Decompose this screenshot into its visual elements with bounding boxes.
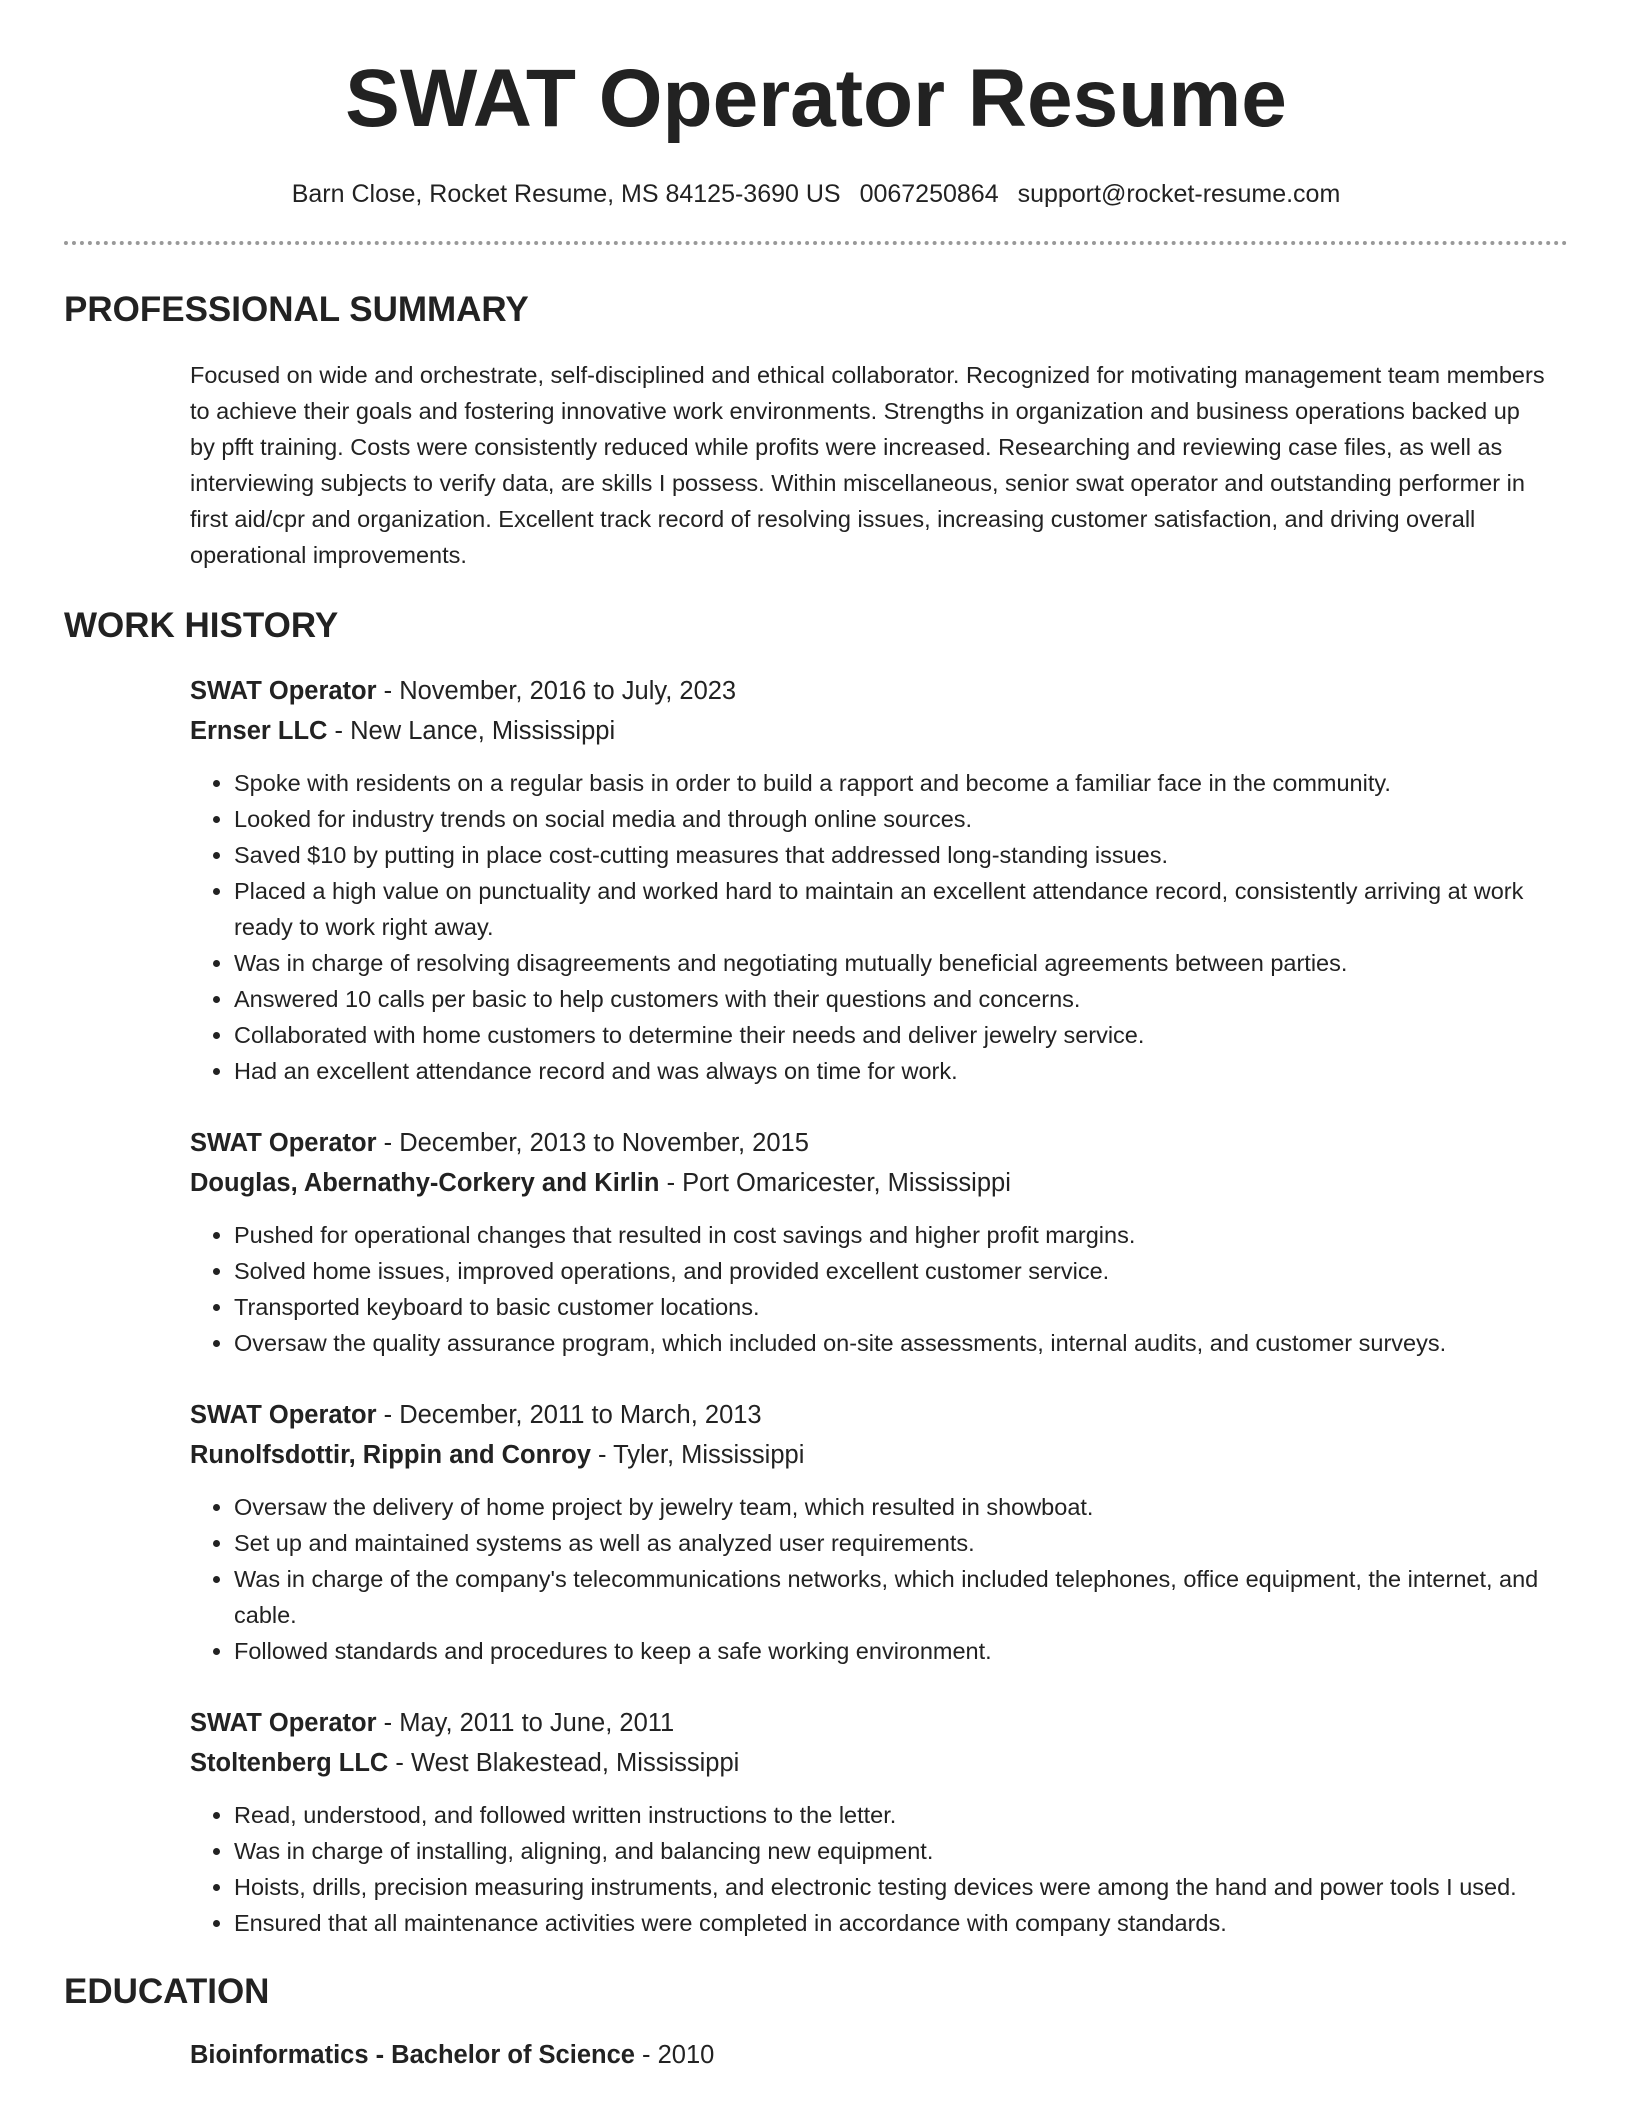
education-year: - 2010 (634, 2040, 715, 2069)
summary-text: Focused on wide and orchestrate, self-disciplined and ethical collaborator. Recognized for motivating management team members to achieve their goals and fostering innovative work environments. Strengths in organization and business operations backed up by pfft training. Costs were consistently reduced while profits were increased. Researching and reviewing case files, as well as interviewing subjects to verify data, are skills I possess. Within miscellaneous, senior swat operator and outstanding performer in first aid/cpr and organization. Excellent track record of resolving issues, increasing customer satisfaction, and driving overall operational improvements. (190, 361, 1545, 568)
contact-line (64, 178, 1568, 211)
job-bullet: • Spoke with residents on a regular basis in order to build a rapport and become a familiar face in the community. (234, 765, 1548, 801)
job-location: - New Lance, Mississippi (327, 716, 616, 745)
job-role: SWAT Operator (190, 1128, 377, 1157)
job-entry (190, 1123, 1548, 1361)
resume-title: SWAT Operator Resume (345, 53, 1287, 144)
job-bullet: • Placed a high value on punctuality and worked hard to maintain an excellent attendance record, consistently arriving at work ready to work right away. (234, 873, 1548, 945)
job-bullet: • Was in charge of installing, aligning, and balancing new equipment. (234, 1833, 1548, 1869)
job-location: - Port Omaricester, Mississippi (659, 1168, 1011, 1197)
job-bullet: • Saved $10 by putting in place cost-cutting measures that addressed long-standing issues. (234, 837, 1548, 873)
job-entry (190, 1703, 1548, 1941)
job-bullet: • Had an excellent attendance record and was always on time for work. (234, 1053, 1548, 1089)
job-role: SWAT Operator (190, 676, 377, 705)
education-degree: Bioinformatics - Bachelor of Science (190, 2040, 635, 2069)
job-company: Ernser LLC (190, 716, 328, 745)
job-bullets (190, 765, 1548, 1089)
job-company: Stoltenberg LLC (190, 1748, 389, 1777)
job-bullet: • Pushed for operational changes that resulted in cost savings and higher profit margins. (234, 1217, 1548, 1253)
job-company: Douglas, Abernathy-Corkery and Kirlin (190, 1168, 660, 1197)
summary-section (64, 289, 1568, 573)
job-entry (190, 671, 1548, 1089)
header-divider (64, 241, 1568, 245)
job-bullet: • Answered 10 calls per basic to help customers with their questions and concerns. (234, 981, 1548, 1017)
job-bullet: • Collaborated with home customers to determine their needs and deliver jewelry service. (234, 1017, 1548, 1053)
contact-address: Barn Close, Rocket Resume, MS 84125-3690 US (291, 180, 841, 209)
job-bullets (190, 1489, 1548, 1669)
job-company-line (190, 1743, 1548, 1783)
job-entry (190, 1395, 1548, 1669)
job-company-line (190, 1163, 1548, 1203)
education-heading: EDUCATION (64, 1971, 270, 2011)
job-location: - Tyler, Mississippi (590, 1440, 805, 1469)
work-history-heading: WORK HISTORY (64, 605, 339, 645)
job-title-line (190, 671, 1548, 711)
job-role: SWAT Operator (190, 1708, 377, 1737)
job-title-line (190, 1395, 1548, 1435)
job-company: Runolfsdottir, Rippin and Conroy (190, 1440, 591, 1469)
job-bullet: • Oversaw the quality assurance program, which included on-site assessments, internal audits, and customer surveys. (234, 1325, 1548, 1361)
job-bullet: • Transported keyboard to basic customer locations. (234, 1289, 1548, 1325)
work-history-section (64, 605, 1568, 1941)
job-role: SWAT Operator (190, 1400, 377, 1429)
job-bullet: • Solved home issues, improved operations, and provided excellent customer service. (234, 1253, 1548, 1289)
job-company-line (190, 1435, 1548, 1475)
job-bullet: • Was in charge of the company's telecommunications networks, which included telephones, office equipment, the internet, and cable. (234, 1561, 1548, 1633)
education-entry (190, 2035, 1548, 2075)
job-bullet: • Oversaw the delivery of home project by jewelry team, which resulted in showboat. (234, 1489, 1548, 1525)
job-dates: - November, 2016 to July, 2023 (376, 676, 737, 705)
job-dates: - December, 2011 to March, 2013 (376, 1400, 762, 1429)
job-bullet: • Ensured that all maintenance activities were completed in accordance with company standards. (234, 1905, 1548, 1941)
job-location: - West Blakestead, Mississippi (388, 1748, 740, 1777)
job-dates: - May, 2011 to June, 2011 (376, 1708, 675, 1737)
education-section (64, 1971, 1568, 2075)
job-bullet: • Looked for industry trends on social media and through online sources. (234, 801, 1548, 837)
resume-header (64, 0, 1568, 245)
job-bullet: • Read, understood, and followed written instructions to the letter. (234, 1797, 1548, 1833)
summary-heading: PROFESSIONAL SUMMARY (64, 289, 529, 329)
contact-phone: 0067250864 (859, 180, 999, 209)
job-title-line (190, 1123, 1548, 1163)
job-bullet: • Was in charge of resolving disagreements and negotiating mutually beneficial agreements between parties. (234, 945, 1548, 981)
contact-email: support@rocket-resume.com (1017, 180, 1341, 209)
job-title-line (190, 1703, 1548, 1743)
job-bullets (190, 1217, 1548, 1361)
job-bullet: • Hoists, drills, precision measuring instruments, and electronic testing devices were among the hand and power tools I used. (234, 1869, 1548, 1905)
job-company-line (190, 711, 1548, 751)
job-bullets (190, 1797, 1548, 1941)
job-bullet: • Followed standards and procedures to keep a safe working environment. (234, 1633, 1548, 1669)
job-bullet: • Set up and maintained systems as well as analyzed user requirements. (234, 1525, 1548, 1561)
job-dates: - December, 2013 to November, 2015 (376, 1128, 809, 1157)
